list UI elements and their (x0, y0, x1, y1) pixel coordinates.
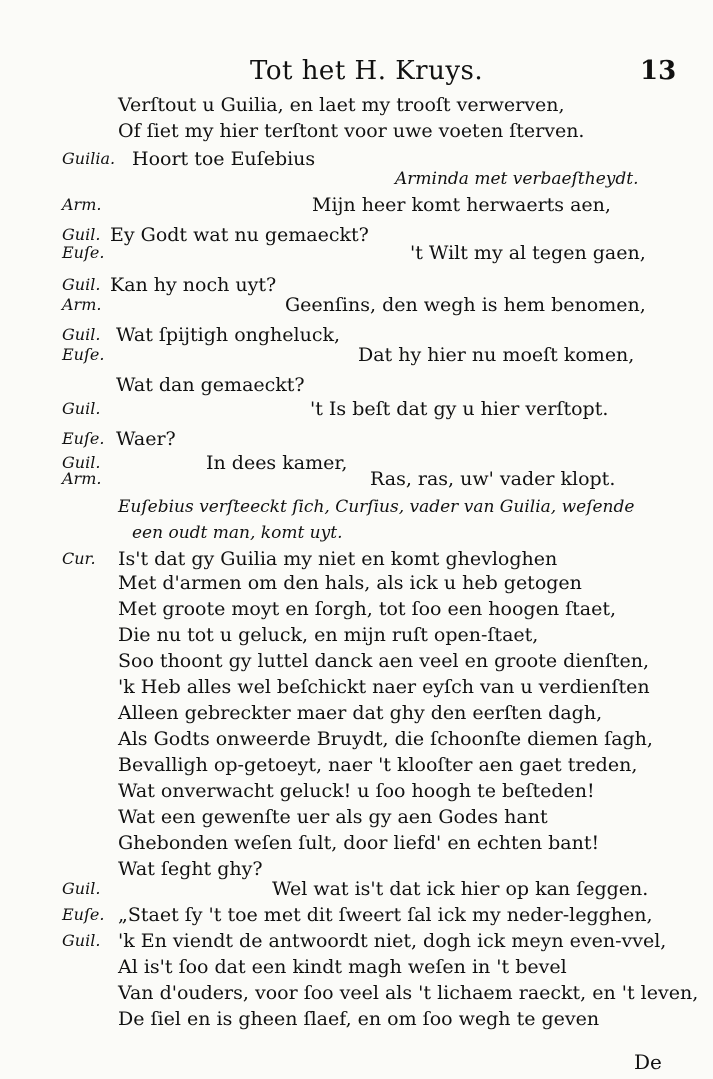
speaker-label: Euſe. (62, 429, 105, 448)
verse-text: 't Wilt my al tegen gaen, (410, 242, 646, 264)
verse-line (0, 980, 713, 1006)
verse-text: Wel wat is't dat ick hier op kan ſeggen. (272, 878, 649, 900)
verse-text: 'k Heb alles wel beſchickt naer eyſch van u verdienſten (118, 676, 650, 698)
verse-text: Soo thoont gy luttel danck aen veel en groote dienſten, (118, 650, 650, 672)
speaker-label: Guil. (62, 225, 101, 244)
stage-direction: een oudt man, komt uyt. (132, 523, 343, 543)
verse-text: „Staet ſy 't toe met dit ſweert ſal ick my neder-legghen, (118, 904, 653, 926)
verse-line (0, 1006, 713, 1032)
verse-line (0, 466, 713, 492)
speaker-label: Cur. (62, 549, 96, 568)
verse-line (0, 902, 713, 928)
verse-line (0, 292, 713, 318)
verse-text: Wat ſpijtigh ongheluck, (116, 324, 341, 346)
verse-line (0, 726, 713, 752)
speaker-label: Euſe. (62, 905, 105, 924)
verse-line (0, 804, 713, 830)
speaker-label: Euſe. (62, 243, 105, 262)
verse-text: Is't dat gy Guilia my niet en komt ghevloghen (118, 548, 558, 570)
verse-line (0, 240, 713, 266)
verse-text: Al is't ſoo dat een kindt magh weſen in 't bevel (118, 956, 567, 978)
verse-text: Wat dan gemaeckt? (116, 374, 305, 396)
stage-direction: Arminda met verbaeſtheydt. (395, 169, 639, 189)
speaker-label: Guil. (62, 275, 101, 294)
verse-text: Verſtout u Guilia, en laet my trooſt verwerven, (118, 94, 565, 116)
verse-text: Of ſiet my hier terſtont voor uwe voeten ſterven. (118, 120, 585, 142)
verse-text: Kan hy noch uyt? (110, 274, 277, 296)
speaker-label: Guil. (62, 399, 101, 418)
verse-line (0, 954, 713, 980)
verse-line (0, 546, 713, 572)
verse-line (0, 830, 713, 856)
speaker-label: Arm. (62, 195, 102, 214)
verse-text: 't Is beſt dat gy u hier verſtopt. (310, 398, 609, 420)
verse-text: Dat hy hier nu moeſt komen, (358, 344, 635, 366)
verse-text: Wat een gewenſte uer als gy aen Godes hant (118, 806, 548, 828)
speaker-label: Euſe. (62, 345, 105, 364)
verse-line (0, 342, 713, 368)
speaker-label: Guil. (62, 453, 101, 472)
verse-line (0, 752, 713, 778)
verse-text: Hoort toe Euſebius (132, 148, 316, 170)
verse-text: Geenſins, den wegh is hem benomen, (285, 294, 646, 316)
verse-text: Van d'ouders, voor ſoo veel als 't lichaem raeckt, en 't leven, (118, 982, 699, 1004)
verse-line (0, 778, 713, 804)
verse-line (0, 192, 713, 218)
verse-line (0, 118, 713, 144)
verse-text: 'k En viendt de antwoordt niet, dogh ick meyn even-vvel, (118, 930, 667, 952)
verse-line (0, 596, 713, 622)
verse-text: Ghebonden weſen ſult, door liefd' en echten bant! (118, 832, 600, 854)
verse-text: Mijn heer komt herwaerts aen, (312, 194, 611, 216)
verse-line (0, 426, 713, 452)
verse-text: Ey Godt wat nu gemaeckt? (110, 224, 369, 246)
running-title: Tot het H. Kruys. (250, 56, 484, 86)
verse-text: Bevalligh op-getoeyt, naer 't klooſter aen gaet treden, (118, 754, 638, 776)
catchword: De (634, 1050, 662, 1074)
verse-text: Als Godts onweerde Bruydt, die ſchoonſte diemen ſagh, (118, 728, 653, 750)
verse-line (0, 166, 713, 192)
verse-line (0, 372, 713, 398)
speaker-label: Guil. (62, 325, 101, 344)
verse-text: In dees kamer, (206, 452, 348, 474)
verse-line (0, 928, 713, 954)
verse-line (0, 648, 713, 674)
verse-text: Alleen gebreckter maer dat ghy den eerſten dagh, (118, 702, 603, 724)
verse-text: Wat onverwacht geluck! u ſoo hoogh te beſteden! (118, 780, 595, 802)
verse-text: Waer? (116, 428, 176, 450)
verse-text: Ras, ras, uw' vader klopt. (370, 468, 616, 490)
verse-line (0, 396, 713, 422)
verse-text: Wat ſeght ghy? (118, 858, 263, 880)
verse-text: Met d'armen om den hals, als ick u heb getogen (118, 572, 582, 594)
verse-line (0, 876, 713, 902)
verse-text: Met groote moyt en ſorgh, tot ſoo een hoogen ſtaet, (118, 598, 617, 620)
verse-line (0, 520, 713, 546)
speaker-label: Arm. (62, 295, 102, 314)
verse-line (0, 570, 713, 596)
speaker-label: Arm. (62, 469, 102, 488)
verse-line (0, 700, 713, 726)
verse-line (0, 622, 713, 648)
stage-direction: Euſebius verſteeckt ſich, Curſius, vader van Guilia, weſende (118, 497, 635, 517)
verse-line (0, 674, 713, 700)
running-header (0, 56, 713, 92)
speaker-label: Guil. (62, 879, 101, 898)
speaker-label: Guilia. (62, 149, 116, 168)
verse-text: De ſiel en is gheen ſlaef, en om ſoo wegh te geven (118, 1008, 600, 1030)
verse-line (0, 92, 713, 118)
page-number: 13 (640, 56, 677, 86)
speaker-label: Guil. (62, 931, 101, 950)
verse-line (0, 494, 713, 520)
verse-text: Die nu tot u geluck, en mijn ruſt open-ſtaet, (118, 624, 539, 646)
